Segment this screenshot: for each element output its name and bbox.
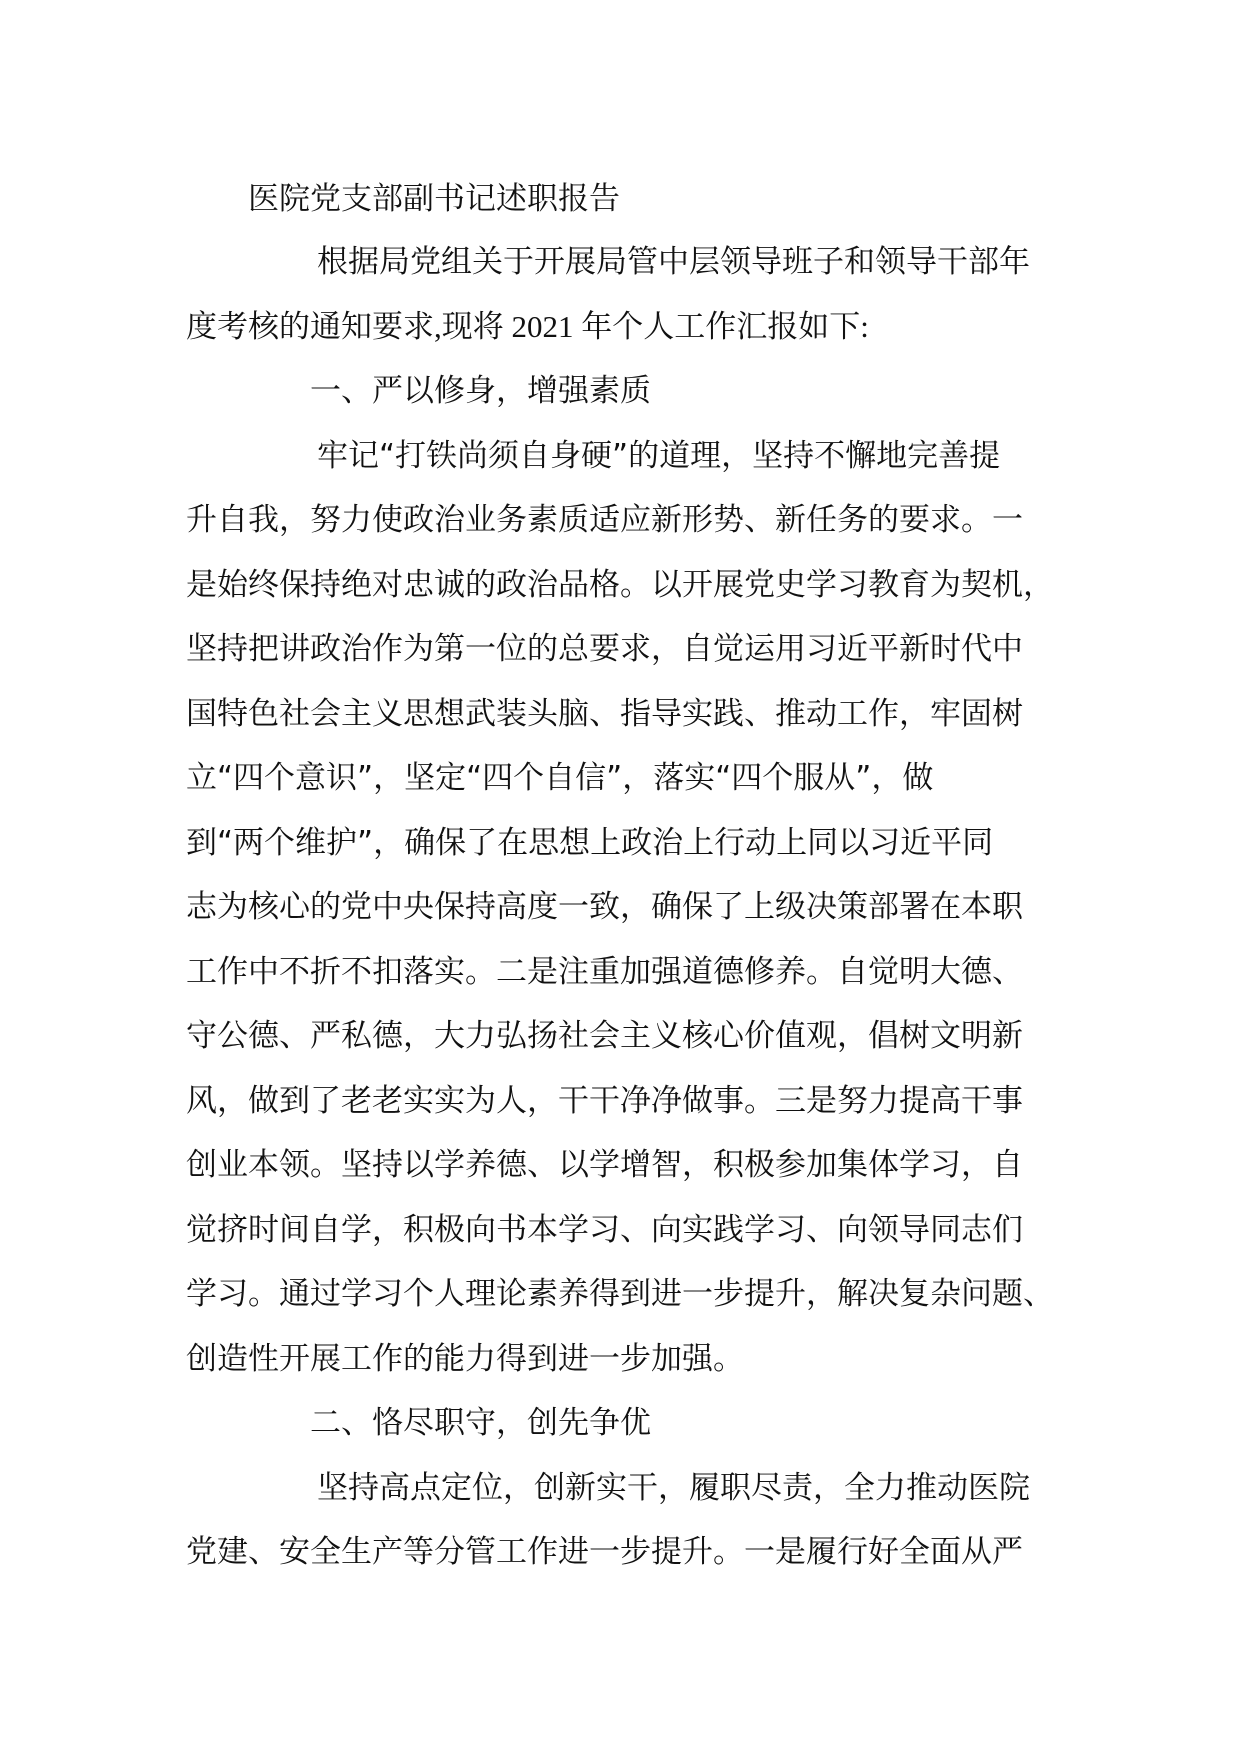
paragraph-line: 学习。通过学习个人理论素养得到进一步提升，解决复杂问题、: [186, 1276, 1054, 1312]
paragraph-line: 创业本领。坚持以学养德、以学增智，积极参加集体学习，自: [186, 1147, 1023, 1183]
paragraph-line: 到“两个维护”，确保了在思想上政治上行动上同以习近平同: [186, 825, 994, 861]
paragraph-line: 牢记“打铁尚须自身硬”的道理，坚持不懈地完善提: [317, 438, 1001, 474]
intro-line: 根据局党组关于开展局管中层领导班子和领导干部年: [317, 244, 1030, 280]
paragraph-line: 党建、安全生产等分管工作进一步提升。一是履行好全面从严: [186, 1534, 1023, 1570]
paragraph-line: 升自我，努力使政治业务素质适应新形势、新任务的要求。一: [186, 502, 1023, 538]
paragraph-line: 风，做到了老老实实为人，干干净净做事。三是努力提高干事: [186, 1083, 1023, 1119]
document-title: 医院党支部副书记述职报告: [248, 181, 620, 217]
paragraph-line: 志为核心的党中央保持高度一致，确保了上级决策部署在本职: [186, 889, 1023, 925]
paragraph-line: 坚持高点定位，创新实干，履职尽责，全力推动医院: [317, 1470, 1030, 1506]
section-heading: 一、严以修身，增强素质: [310, 373, 651, 409]
paragraph-line: 觉挤时间自学，积极向书本学习、向实践学习、向领导同志们: [186, 1212, 1023, 1248]
paragraph-line: 坚持把讲政治作为第一位的总要求，自觉运用习近平新时代中: [186, 631, 1023, 667]
paragraph-line: 工作中不折不扣落实。二是注重加强道德修养。自觉明大德、: [186, 954, 1023, 990]
intro-line: 度考核的通知要求,现将 2021 年个人工作汇报如下:: [186, 309, 869, 344]
paragraph-line: 立“四个意识”，坚定“四个自信”，落实“四个服从”，做: [186, 760, 934, 796]
paragraph-line: 守公德、严私德，大力弘扬社会主义核心价值观，倡树文明新: [186, 1018, 1023, 1054]
paragraph-line: 创造性开展工作的能力得到进一步加强。: [186, 1341, 744, 1377]
paragraph-line: 是始终保持绝对忠诚的政治品格。以开展党史学习教育为契机，: [186, 567, 1054, 603]
paragraph-line: 国特色社会主义思想武装头脑、指导实践、推动工作，牢固树: [186, 696, 1023, 732]
section-heading: 二、恪尽职守，创先争优: [310, 1405, 651, 1441]
